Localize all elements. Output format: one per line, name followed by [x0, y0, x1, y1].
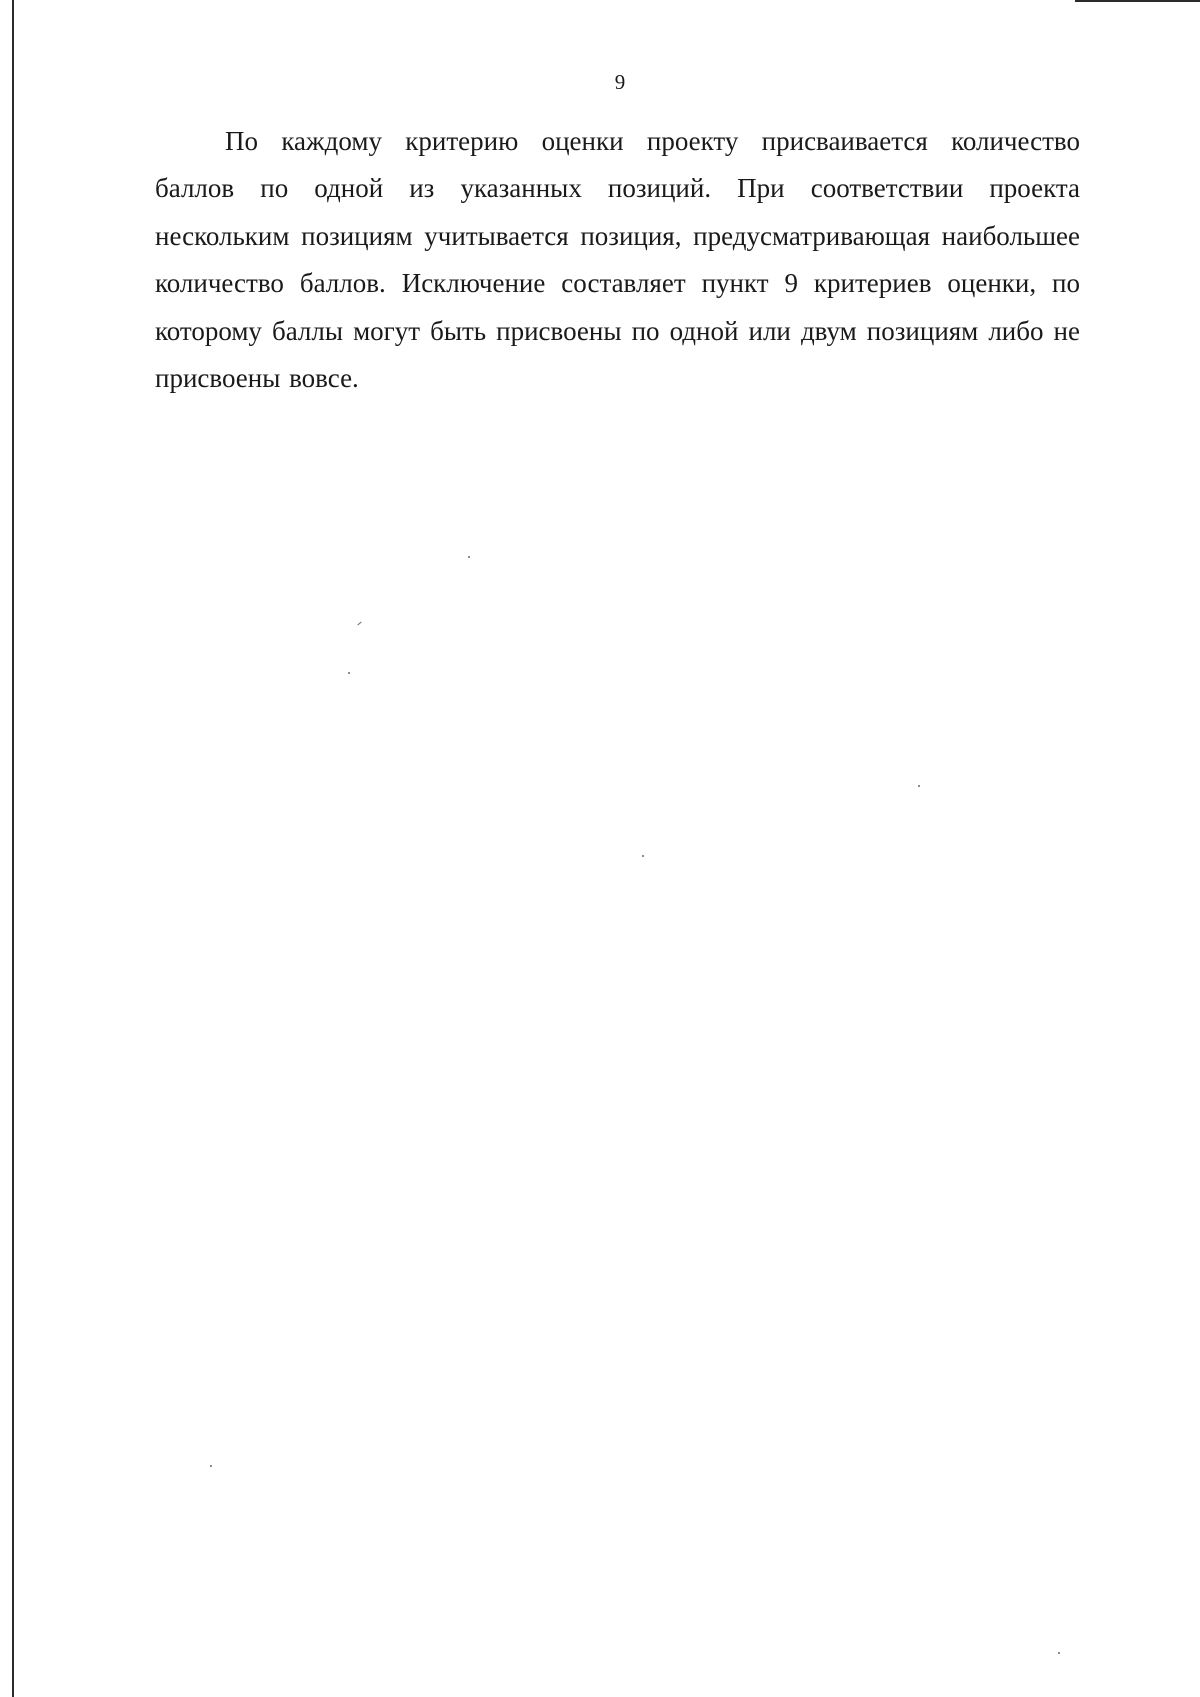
scan-left-edge: [12, 0, 14, 1697]
scan-speck: [642, 855, 644, 857]
scan-speck: [348, 672, 350, 674]
page-number: 9: [614, 70, 626, 94]
scan-speck: [1058, 1652, 1060, 1654]
scan-speck: [210, 1465, 212, 1467]
scan-speck: [918, 785, 920, 787]
scan-top-edge: [1075, 0, 1200, 2]
scan-speck: [468, 556, 470, 558]
scan-speck: [357, 622, 361, 626]
body-paragraph: По каждому критерию оценки проекту присваивается количество баллов по одной из указанных позиций. При соответствии проекта нескольким позициям учитывается позиция, предусматривающая наибольшее количество баллов. Исключение составляет пункт 9 критериев оценки, по которому баллы могут быть присвоены по одной или двум позициям либо не присвоены вовсе.: [155, 126, 1080, 394]
